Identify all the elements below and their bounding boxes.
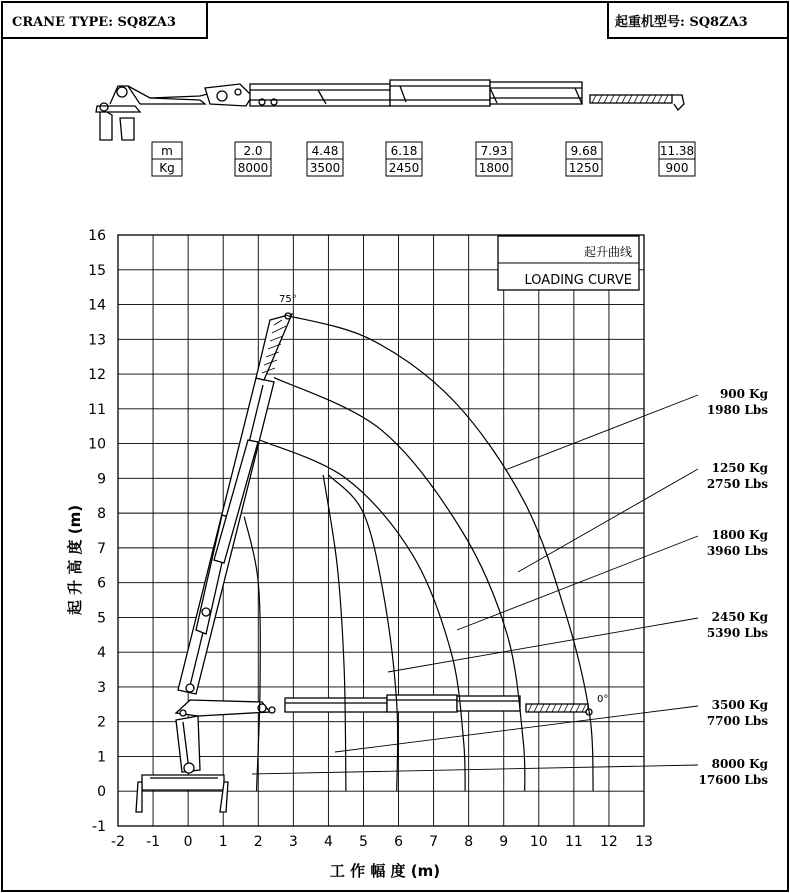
capacity-reach: 7.93	[480, 144, 508, 158]
callout-kg: 8000 Kg	[711, 757, 768, 771]
y-tick-label: 0	[97, 784, 106, 801]
capacity-reach: 2.0	[243, 144, 263, 158]
y-tick-label: 2	[97, 714, 106, 731]
y-tick-label: 16	[88, 228, 106, 244]
y-tick-label: -1	[92, 819, 106, 835]
angle-label-0: 0°	[597, 694, 609, 705]
capacity-column	[386, 142, 422, 176]
callout-kg: 1800 Kg	[711, 528, 768, 542]
x-tick-label: 6	[394, 834, 403, 850]
capacity-load: 1800	[478, 161, 510, 175]
capacity-column	[235, 142, 271, 176]
x-tick-label: 5	[359, 834, 368, 850]
y-tick-label: 13	[88, 332, 106, 349]
x-tick-label: 2	[253, 834, 263, 850]
callout-kg: 3500 Kg	[711, 698, 768, 712]
x-tick-label: 1	[218, 834, 228, 850]
y-tick-label: 6	[97, 575, 106, 592]
crane-type-label: CRANE TYPE: SQ8ZA3	[12, 15, 176, 30]
capacity-load: 8000	[237, 161, 269, 175]
crane-side-view-drawing	[96, 80, 684, 140]
capacity-unit-cell	[152, 142, 182, 176]
loading-curve-chart	[66, 228, 769, 880]
angle-label-75: 75°	[279, 294, 297, 305]
callout-lbs: 7700 Lbs	[706, 714, 768, 728]
y-axis-label: 起 升 高 度 (m)	[66, 504, 84, 616]
capacity-reach: 6.18	[390, 144, 418, 158]
x-tick-label: -2	[111, 834, 125, 850]
loading-curve-title-en: LOADING CURVE	[524, 273, 632, 288]
y-tick-label: 3	[97, 679, 106, 696]
y-tick-label: 14	[88, 297, 106, 314]
loading-curve-title-box	[498, 236, 639, 290]
capacity-load: 2450	[388, 161, 420, 175]
capacity-load: 3500	[309, 161, 341, 175]
y-tick-label: 5	[97, 610, 106, 627]
y-tick-label: 8	[97, 506, 106, 523]
loading-curve-title-cn: 起升曲线	[583, 245, 632, 259]
capacity-column	[659, 142, 695, 176]
capacity-column	[566, 142, 602, 176]
capacity-column	[476, 142, 512, 176]
y-tick-label: 15	[88, 262, 106, 279]
capacity-reach: 11.38	[659, 144, 695, 158]
crane-type-label-cn: 起重机型号: SQ8ZA3	[615, 15, 748, 30]
callout-lbs: 5390 Lbs	[706, 626, 768, 640]
x-tick-label: 11	[564, 834, 583, 850]
capacity-load: 1250	[568, 161, 600, 175]
y-tick-label: 10	[88, 436, 106, 453]
y-tick-label: 11	[88, 401, 106, 418]
callout-lbs: 3960 Lbs	[706, 544, 768, 558]
callout-lbs: 2750 Lbs	[706, 477, 768, 491]
x-tick-label: 13	[635, 834, 653, 850]
y-tick-label: 7	[97, 540, 106, 557]
capacity-load: 900	[665, 161, 689, 175]
x-tick-label: 8	[464, 834, 474, 850]
capacity-reach: 9.68	[570, 144, 598, 158]
x-tick-label: 4	[323, 834, 333, 850]
x-tick-label: 0	[183, 834, 193, 850]
callout-kg: 900 Kg	[719, 387, 768, 401]
callout-lbs: 1980 Lbs	[706, 403, 768, 417]
capacity-column	[307, 142, 343, 176]
y-tick-label: 4	[97, 645, 106, 662]
x-axis-label: 工 作 幅 度 (m)	[329, 862, 441, 880]
unit-kilogram: Kg	[159, 161, 175, 175]
x-tick-label: 9	[499, 834, 509, 850]
x-tick-label: -1	[146, 834, 161, 850]
x-tick-label: 7	[429, 834, 439, 850]
x-tick-label: 12	[600, 834, 618, 850]
capacity-reach: 4.48	[311, 144, 339, 158]
y-tick-label: 9	[97, 471, 106, 488]
unit-meter: m	[161, 144, 173, 158]
y-tick-label: 1	[97, 749, 106, 766]
x-tick-label: 10	[529, 834, 548, 850]
callout-kg: 2450 Kg	[711, 610, 768, 624]
capacity-table	[152, 142, 695, 176]
callout-kg: 1250 Kg	[711, 461, 768, 475]
y-tick-label: 12	[88, 367, 106, 384]
callout-lbs: 17600 Lbs	[698, 773, 768, 787]
x-tick-label: 3	[288, 834, 298, 850]
